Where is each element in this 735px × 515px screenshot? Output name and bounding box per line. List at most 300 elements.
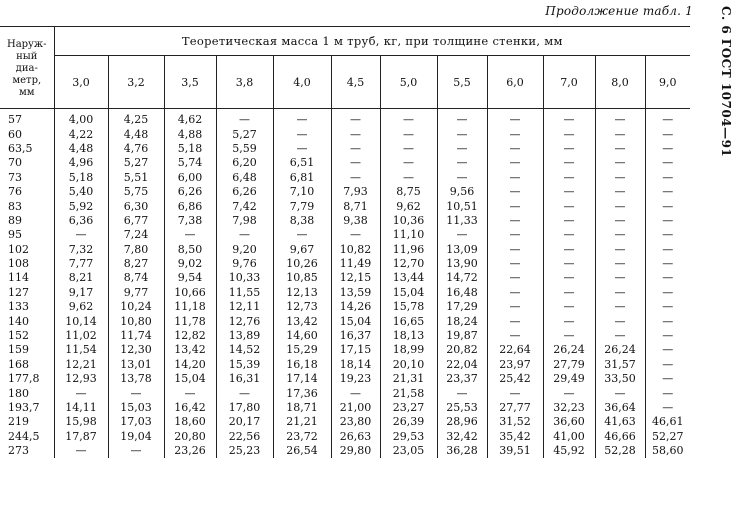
mass-cell: 5,59 [216,142,273,156]
mass-cell: 16,37 [331,329,380,343]
outer-diameter-cell: 177,8 [8,372,40,386]
thickness-header: 6,0 [487,56,543,109]
mass-cell: — [487,185,543,199]
mass-cell: — [54,386,108,400]
outer-diameter-cell: 73 [8,170,22,184]
thickness-header: 9,0 [645,56,690,109]
outer-diameter-cell: 244,5 [8,429,40,443]
mass-cell: — [645,372,690,386]
mass-cell: 9,67 [273,243,331,257]
table-row [0,430,690,444]
mass-cell: — [164,386,216,400]
mass-cell: 4,48 [54,142,108,156]
mass-cell: — [487,171,543,185]
mass-cell: — [595,228,645,242]
mass-cell: 13,89 [216,329,273,343]
mass-cell: 6,26 [216,185,273,199]
mass-cell: — [543,271,595,285]
mass-cell: 21,58 [380,386,437,400]
mass-cell: 6,51 [273,156,331,170]
mass-cell: 11,55 [216,286,273,300]
mass-cell: 41,00 [543,430,595,444]
mass-cell: — [487,271,543,285]
mass-cell: — [645,314,690,328]
mass-cell: 21,00 [331,401,380,415]
mass-cell: — [645,214,690,228]
mass-cell: 17,03 [108,415,164,429]
mass-cell: — [645,257,690,271]
mass-cell: — [487,109,543,128]
thickness-header: 3,0 [54,56,108,109]
outer-diameter-cell: 114 [8,271,29,285]
mass-cell: 6,81 [273,171,331,185]
mass-cell: 36,60 [543,415,595,429]
thickness-header: 3,2 [108,56,164,109]
corner-line: диа- [15,62,38,74]
mass-cell: — [595,109,645,128]
mass-cell: 12,21 [54,358,108,372]
thickness-header: 7,0 [543,56,595,109]
mass-cell: 19,87 [437,329,487,343]
mass-cell: — [487,300,543,314]
mass-cell: 17,15 [331,343,380,357]
outer-diameter-cell: 152 [8,329,29,343]
mass-cell: 4,25 [108,109,164,128]
mass-cell: 17,87 [54,430,108,444]
mass-cell: 9,17 [54,286,108,300]
mass-cell: 23,37 [437,372,487,386]
outer-diameter-cell: 108 [8,257,29,271]
corner-line: ный [16,50,38,62]
table-header [0,27,690,109]
outer-diameter-cell: 140 [8,314,29,328]
mass-cell: 9,77 [108,286,164,300]
mass-cell: 12,30 [108,343,164,357]
mass-cell: — [595,386,645,400]
mass-cell: 6,30 [108,199,164,213]
outer-diameter-cell: 89 [8,213,22,227]
mass-cell: — [543,142,595,156]
thickness-header: 4,0 [273,56,331,109]
mass-cell: — [331,171,380,185]
mass-cell: 5,18 [54,171,108,185]
mass-cell: 5,40 [54,185,108,199]
mass-cell: 5,27 [216,127,273,141]
table-row [0,156,690,170]
thickness-header: 4,5 [331,56,380,109]
mass-cell: 15,29 [273,343,331,357]
mass-cell: — [595,257,645,271]
mass-cell: 10,80 [108,314,164,328]
mass-cell: 13,01 [108,358,164,372]
mass-cell: 6,86 [164,199,216,213]
mass-cell: 4,00 [54,109,108,128]
mass-cell: 17,80 [216,401,273,415]
mass-cell: — [543,286,595,300]
mass-cell: 15,04 [331,314,380,328]
mass-cell: 10,66 [164,286,216,300]
mass-cell: 22,04 [437,358,487,372]
mass-cell: 4,76 [108,142,164,156]
mass-cell: 9,56 [437,185,487,199]
mass-cell: 11,10 [380,228,437,242]
mass-cell: 32,42 [437,430,487,444]
mass-cell: 21,21 [273,415,331,429]
mass-cell: 13,78 [108,372,164,386]
table-row [0,343,690,357]
table-row [0,329,690,343]
mass-cell: — [595,286,645,300]
mass-cell: 14,20 [164,358,216,372]
mass-cell: 10,26 [273,257,331,271]
mass-cell: 35,42 [487,430,543,444]
mass-cell: 13,44 [380,271,437,285]
mass-cell: 6,48 [216,171,273,185]
mass-cell: 41,63 [595,415,645,429]
mass-cell: — [437,228,487,242]
mass-cell: — [645,358,690,372]
mass-cell: — [645,109,690,128]
mass-cell: 5,51 [108,171,164,185]
mass-cell: 15,04 [164,372,216,386]
mass-cell: 15,04 [380,286,437,300]
mass-cell: 5,75 [108,185,164,199]
mass-cell: 26,54 [273,444,331,458]
mass-cell: 11,02 [54,329,108,343]
mass-cell: — [543,228,595,242]
mass-cell: — [164,228,216,242]
mass-cell: 7,10 [273,185,331,199]
mass-cell: 14,26 [331,300,380,314]
mass-cell: 4,48 [108,127,164,141]
mass-cell: 20,80 [164,430,216,444]
mass-cell: 23,72 [273,430,331,444]
mass-cell: — [543,214,595,228]
mass-cell: — [437,156,487,170]
outer-diameter-cell: 168 [8,357,29,371]
mass-cell: 9,54 [164,271,216,285]
mass-cell: 4,22 [54,127,108,141]
mass-cell: 10,24 [108,300,164,314]
mass-cell: — [543,127,595,141]
mass-cell: — [645,171,690,185]
mass-cell: 9,62 [54,300,108,314]
header-row-group [0,27,690,56]
mass-cell: 18,13 [380,329,437,343]
mass-cell: — [437,386,487,400]
mass-cell: 18,71 [273,401,331,415]
mass-cell: 10,14 [54,314,108,328]
mass-cell: — [595,199,645,213]
table-row [0,257,690,271]
mass-cell: 18,24 [437,314,487,328]
table-row [0,199,690,213]
mass-cell: 15,98 [54,415,108,429]
mass-cell: 12,15 [331,271,380,285]
mass-cell: 36,64 [595,401,645,415]
thickness-header: 5,5 [437,56,487,109]
mass-cell: 8,27 [108,257,164,271]
mass-cell: — [487,286,543,300]
mass-cell: 20,17 [216,415,273,429]
mass-cell: 16,42 [164,401,216,415]
mass-cell: — [380,171,437,185]
mass-cell: — [645,343,690,357]
mass-cell: 11,33 [437,214,487,228]
header-row-thickness [0,56,690,109]
mass-cell: 4,88 [164,127,216,141]
thickness-header: 8,0 [595,56,645,109]
mass-cell: 10,85 [273,271,331,285]
table-row [0,386,690,400]
mass-cell: 29,49 [543,372,595,386]
mass-cell: — [487,314,543,328]
mass-cell: 15,03 [108,401,164,415]
mass-cell: 15,78 [380,300,437,314]
mass-cell: 8,21 [54,271,108,285]
mass-cell: 20,10 [380,358,437,372]
mass-cell: — [380,156,437,170]
mass-cell: — [487,127,543,141]
mass-cell: 5,27 [108,156,164,170]
mass-cell: — [595,314,645,328]
mass-cell: 36,28 [437,444,487,458]
mass-cell: 7,38 [164,214,216,228]
mass-cell: 8,50 [164,243,216,257]
mass-cell: — [595,329,645,343]
mass-cell: 23,27 [380,401,437,415]
mass-cell: — [645,228,690,242]
mass-cell: — [543,185,595,199]
mass-cell: 29,80 [331,444,380,458]
mass-cell: 12,11 [216,300,273,314]
mass-cell: 14,60 [273,329,331,343]
table-row [0,142,690,156]
mass-cell: — [543,257,595,271]
mass-cell: — [543,243,595,257]
mass-cell: — [487,386,543,400]
standard-side-label: С. 6 ГОСТ 10704—91 [719,6,733,158]
mass-cell: — [645,127,690,141]
mass-cell: 9,02 [164,257,216,271]
pipe-mass-table [0,26,690,458]
mass-cell: — [543,109,595,128]
mass-cell: 4,62 [164,109,216,128]
mass-cell: — [273,142,331,156]
mass-cell: 19,04 [108,430,164,444]
mass-cell: 4,96 [54,156,108,170]
mass-cell: 9,38 [331,214,380,228]
mass-cell: 14,72 [437,271,487,285]
mass-cell: 7,98 [216,214,273,228]
mass-cell: 7,93 [331,185,380,199]
mass-cell: 39,51 [487,444,543,458]
mass-cell: 10,36 [380,214,437,228]
mass-cell: 25,42 [487,372,543,386]
mass-cell: — [331,142,380,156]
mass-cell: 23,80 [331,415,380,429]
mass-cell: — [54,228,108,242]
mass-cell: 14,11 [54,401,108,415]
mass-cell: 11,49 [331,257,380,271]
table-row [0,109,690,128]
corner-line: Наруж- [6,38,47,50]
mass-cell: 11,78 [164,314,216,328]
mass-cell: 8,71 [331,199,380,213]
mass-cell: — [645,329,690,343]
mass-cell: 14,52 [216,343,273,357]
mass-cell: 16,18 [273,358,331,372]
mass-cell: 46,66 [595,430,645,444]
mass-cell: 12,93 [54,372,108,386]
mass-cell: 6,26 [164,185,216,199]
mass-cell: 13,90 [437,257,487,271]
mass-cell: 58,60 [645,444,690,458]
outer-diameter-cell: 193,7 [8,401,40,414]
mass-cell: 16,65 [380,314,437,328]
mass-cell: 9,20 [216,243,273,257]
mass-cell: — [273,109,331,128]
mass-cell: 23,97 [487,358,543,372]
mass-cell: — [216,228,273,242]
mass-cell: 6,36 [54,214,108,228]
mass-cell: — [543,314,595,328]
mass-cell: 28,96 [437,415,487,429]
mass-cell: — [595,127,645,141]
mass-cell: 32,23 [543,401,595,415]
mass-cell: — [595,156,645,170]
mass-cell: 7,79 [273,199,331,213]
outer-diameter-cell: 273 [8,444,29,458]
continuation-caption: Продолжение табл. 1 [545,4,693,18]
mass-cell: — [595,300,645,314]
mass-cell: 11,96 [380,243,437,257]
mass-cell: 19,23 [331,372,380,386]
mass-cell: 6,77 [108,214,164,228]
mass-cell: 18,14 [331,358,380,372]
outer-diameter-cell: 159 [8,343,29,357]
mass-cell: — [645,300,690,314]
mass-cell: — [216,109,273,128]
mass-cell: — [543,300,595,314]
table-row [0,372,690,386]
mass-cell: — [543,171,595,185]
mass-cell: 16,31 [216,372,273,386]
mass-cell: 10,33 [216,271,273,285]
mass-cell: — [108,386,164,400]
table-row [0,444,690,458]
thickness-header: 3,8 [216,56,273,109]
mass-cell: 13,09 [437,243,487,257]
mass-cell: — [595,171,645,185]
mass-cell: — [645,156,690,170]
table-row [0,127,690,141]
mass-cell: 25,53 [437,401,487,415]
mass-cell: 9,76 [216,257,273,271]
table-row [0,300,690,314]
mass-group-header: Теоретическая масса 1 м труб, кг, при толщине стенки, мм [54,27,690,56]
mass-cell: 23,05 [380,444,437,458]
mass-cell: — [543,199,595,213]
table-row [0,185,690,199]
mass-cell: — [273,127,331,141]
mass-cell: 45,92 [543,444,595,458]
mass-cell: — [487,257,543,271]
mass-cell: 52,28 [595,444,645,458]
mass-cell: — [437,171,487,185]
mass-cell: 25,23 [216,444,273,458]
table-row [0,171,690,185]
mass-cell: — [216,386,273,400]
mass-cell: 16,48 [437,286,487,300]
mass-cell: 8,38 [273,214,331,228]
mass-cell: 13,42 [273,314,331,328]
mass-cell: — [645,142,690,156]
mass-cell: — [487,243,543,257]
mass-cell: 7,32 [54,243,108,257]
corner-line: метр, [12,74,42,86]
outer-diameter-cell: 102 [8,242,29,256]
mass-cell: 17,36 [273,386,331,400]
mass-cell: — [645,386,690,400]
mass-cell: — [487,142,543,156]
mass-cell: 7,80 [108,243,164,257]
mass-cell: — [331,109,380,128]
mass-cell: — [543,156,595,170]
mass-cell: 12,76 [216,314,273,328]
outer-diameter-header [0,27,54,109]
mass-cell: 26,24 [595,343,645,357]
mass-cell: — [645,185,690,199]
mass-cell: 7,24 [108,228,164,242]
mass-cell: 22,64 [487,343,543,357]
mass-cell: — [645,199,690,213]
mass-cell: — [595,243,645,257]
outer-diameter-cell: 95 [8,228,22,242]
thickness-header: 5,0 [380,56,437,109]
mass-cell: — [380,109,437,128]
mass-cell: — [437,142,487,156]
mass-cell: 12,82 [164,329,216,343]
mass-cell: 13,59 [331,286,380,300]
outer-diameter-cell: 60 [8,127,22,141]
mass-cell: — [437,109,487,128]
mass-cell: — [595,142,645,156]
mass-cell: — [108,444,164,458]
table-row [0,243,690,257]
table-body [0,109,690,459]
mass-cell: 26,24 [543,343,595,357]
mass-cell: 31,52 [487,415,543,429]
mass-cell: 18,99 [380,343,437,357]
mass-cell: 5,74 [164,156,216,170]
mass-cell: 33,50 [595,372,645,386]
mass-cell: — [380,142,437,156]
mass-cell: 5,18 [164,142,216,156]
mass-cell: 27,77 [487,401,543,415]
mass-cell: 8,75 [380,185,437,199]
mass-cell: — [487,199,543,213]
table-row [0,401,690,415]
outer-diameter-cell: 70 [8,156,22,170]
corner-line: мм [18,86,35,98]
outer-diameter-cell: 63,5 [8,141,33,155]
mass-cell: 26,39 [380,415,437,429]
mass-cell: — [487,329,543,343]
mass-cell: 6,00 [164,171,216,185]
outer-diameter-cell: 76 [8,185,22,199]
mass-cell: — [487,214,543,228]
